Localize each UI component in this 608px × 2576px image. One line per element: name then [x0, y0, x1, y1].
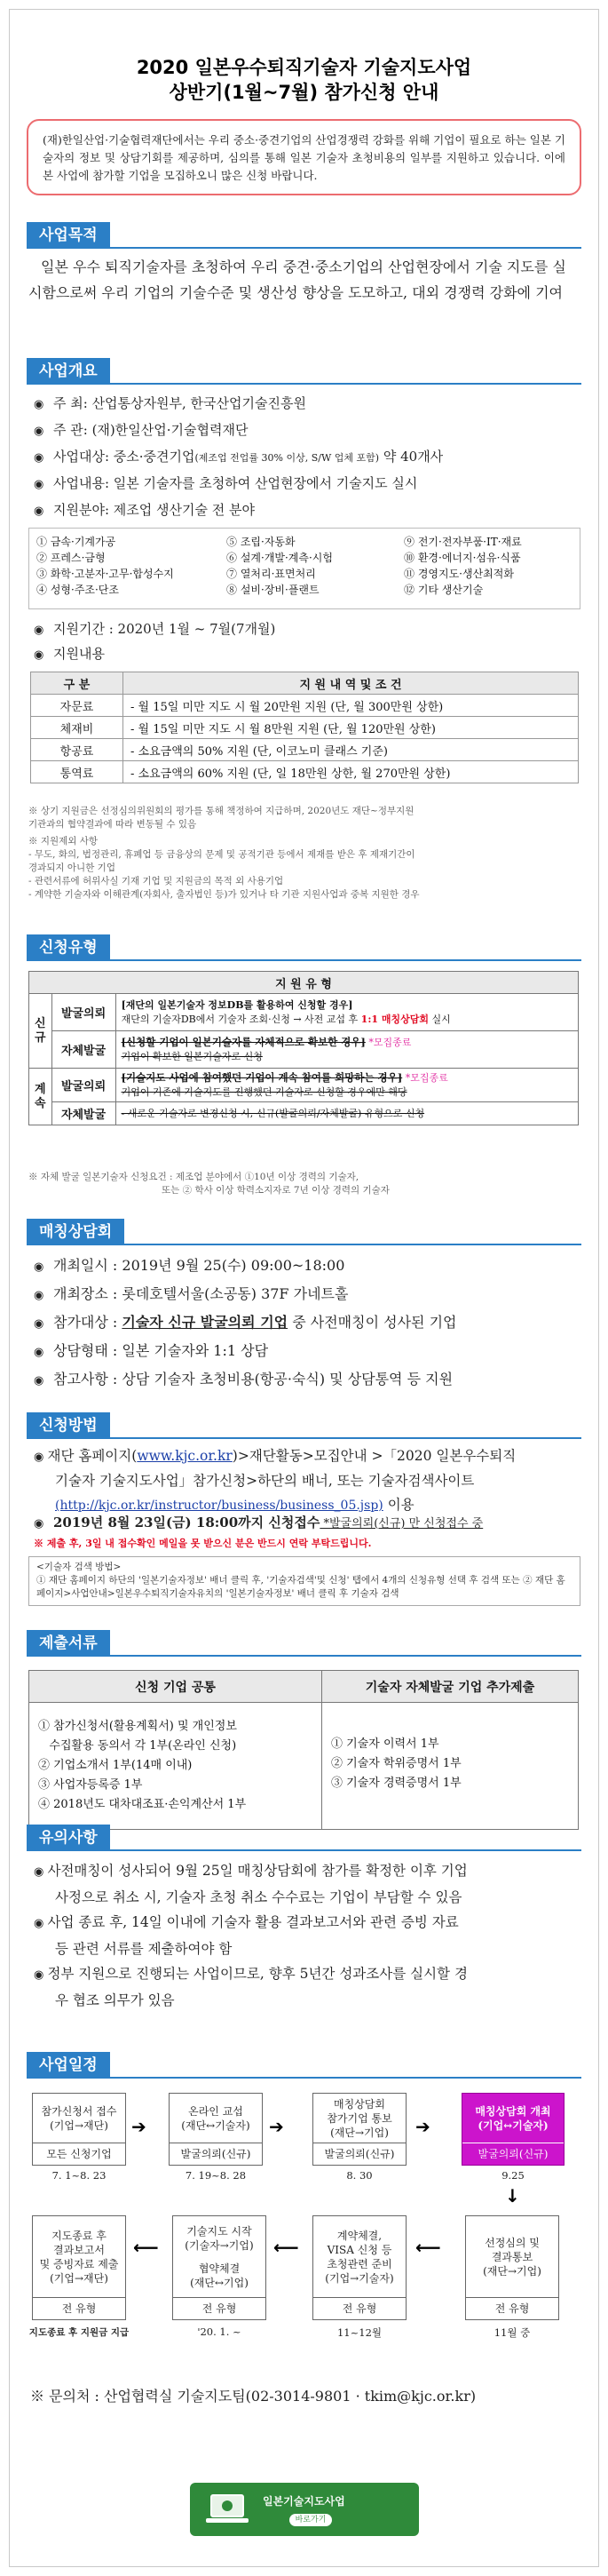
purpose-text: 일본 우수 퇴직기술자를 초청하여 우리 중견·중소기업의 산업현장에서 기술 지도를 실시함으로써 우리 기업의 기술수준 및 생산성 향상을 도모하고, 대외 경쟁력 강화에 기여: [28, 258, 566, 301]
caution-list: ◉ 사전매칭이 성사되어 9월 25일 매칭상담회에 참가를 확정한 이후 기업 사정으로 취소 시, 기술자 초청 취소 수수료는 기업이 부담할 수 있음 ◉ 사업 종료 후, 14일 이내에 기술자 활용 결과보고서와 관련 증빙 자료 등 관련 서류를 제출하여야 함 ◉ 정부 지원으로 진행되는 사업이므로, 향후 5년간 성과조사를 실시할 경 우 협조 의무가 있음: [34, 1863, 468, 2008]
schedule-step-highlight: 매칭상담회 개최 (기업↔기술자) 발굴의뢰(신규): [462, 2093, 565, 2166]
arrow-right-icon: ➔: [269, 2116, 284, 2137]
fields-column: ① 금속·기계가공 ② 프레스·금형 ③ 화학·고분자·고무·합성수지 ④ 성형·주조·단조: [36, 536, 174, 596]
meeting-item: ◉ 참고사항 : 상담 기술자 초청비용(항공·숙식) 및 상담통역 등 지원: [34, 1368, 580, 1393]
table-row: 항공료 - 소요금액의 50% 지원 (단, 이코노미 클래스 기준): [31, 739, 579, 761]
arrow-right-icon: ➔: [415, 2116, 430, 2137]
overview-item: ◉ 사업대상: 중소·중견기업(제조업 전업률 30% 이상, S/W 업체 포함) 약 40개사: [34, 446, 580, 469]
support-notes: ※ 상기 지원금은 선정심의위원회의 평가를 통해 책정하여 지급하며, 2020년도 재단~정부지원 기관과의 협약결과에 따라 변동될 수 있음 ※ 지원제외 사항 - 무도, 화의, 법정관리, 휴폐업 등 금융상의 문제 및 공적기관 등에서 제재를 받은 후 제재기간이 경과되지 아니한 기업 - 관련서류에 허위사실 기재 기업 및 지원금의 목적 외 사용기업 - 계약한 기술자와 이해관계(자회사, 출자법인 등)가 있거나 타 기관 지원사업과 중복 지원한 경우: [28, 806, 420, 900]
section-overview: [27, 358, 581, 385]
schedule-step: 지도종료 후 결과보고서 및 증빙자료 제출 (기업→재단) 전 유형: [32, 2215, 126, 2320]
type-group-new: 신 규: [29, 994, 52, 1069]
table-header: 신청 기업 공통: [29, 1671, 322, 1703]
table-header: 구 분: [31, 672, 123, 695]
table-row: 자문료 - 월 15일 미만 지도 시 월 20만원 지원 (단, 월 300만원 상한): [31, 695, 579, 717]
banner-title: 일본기술지도사업: [263, 2495, 345, 2508]
table-row: 자체발굴 [신청할 기업이 일본기술자를 자체적으로 확보한 경우] *모집종료 기업이 확보한 일본기술자로 신청: [29, 1031, 579, 1069]
schedule-step: 참가신청서 접수 (기업→재단) 모든 신청기업: [32, 2093, 126, 2166]
contact-info: ※ 문의처 : 산업협력실 기술지도팀(02-3014-9801 · tkim@kjc.or.kr): [30, 2388, 477, 2405]
meeting-item: ◉ 상담형태 : 일본 기술자와 1:1 상담: [34, 1340, 580, 1364]
target-bullet-icon: ◉: [34, 1451, 48, 1464]
table-row: 신 규 발굴의뢰 [재단의 일본기술자 정보DB를 활용하여 신청할 경우] 재단의 기술자DB에서 기술자 조회·신청 → 사전 교섭 후 1:1 매칭상담회 실시: [29, 994, 579, 1031]
schedule-step: 기술지도 시작 (기술자→기업) 협약체결 (재단↔기업) 전 유형: [172, 2215, 266, 2320]
target-bullet-icon: ◉: [34, 1374, 44, 1387]
method-deadline: ◉ 2019년 8월 23일(금) 18:00까지 신청접수 *발굴의뢰(신규) 만 신청접수 중: [34, 1512, 580, 1535]
target-bullet-icon: ◉: [34, 425, 44, 438]
overview-item: ◉ 주 최: 산업통상자원부, 한국산업기술진흥원: [34, 393, 580, 416]
schedule-step: 선정심의 및 결과통보 (재단→기업) 전 유형: [465, 2215, 559, 2320]
section-title: 유의사항: [27, 1825, 110, 1851]
target-bullet-icon: ◉: [34, 451, 44, 465]
meeting-item: ◉ 개최장소 : 롯데호텔서울(소공동) 37F 가네트홀: [34, 1283, 580, 1308]
table-row: 체재비 - 월 15일 미만 지도 시 월 8만원 지원 (단, 월 120만원 상한): [31, 717, 579, 739]
target-bullet-icon: ◉: [34, 1346, 44, 1359]
guide-box: <기술자 검색 방법> ① 재단 홈페이지 하단의 '일본기술자정보' 배너 클릭 후, '기술자검색'및 신청' 탭에서 4개의 신청유형 선택 후 검색 또는 ② 재단 홈페이지>사업안내>일본우수퇴직기술자유치의 '일본기술자정보' 배너 클릭 후 기술자 검색: [28, 1556, 580, 1606]
arrow-left-icon: ⟵: [415, 2237, 441, 2258]
overview-item: ◉ 사업내용: 일본 기술자를 초청하여 산업현장에서 기술지도 실시: [34, 473, 580, 496]
target-bullet-icon: ◉: [34, 398, 44, 411]
overview-item: ◉ 지원분야: 제조업 생산기술 전 분야: [34, 499, 580, 522]
table-header: 기술자 자체발굴 기업 추가제출: [322, 1671, 579, 1703]
target-bullet-icon: ◉: [34, 1289, 44, 1302]
section-caution: [27, 1825, 581, 1851]
documents-table: [28, 1670, 579, 1830]
target-bullet-icon: ◉: [34, 624, 44, 637]
business-banner[interactable]: [190, 2483, 419, 2536]
arrow-left-icon: ⟵: [133, 2237, 159, 2258]
target-bullet-icon: ◉: [34, 478, 44, 491]
section-documents: [27, 1630, 581, 1657]
schedule-step: 매칭상담회 참가기업 통보 (재단→기업) 발굴의뢰(신규): [312, 2093, 407, 2166]
method-warning: ※ 제출 후, 3일 내 접수확인 메일을 못 받으신 분은 반드시 연락 부탁드립니다.: [34, 1538, 372, 1549]
table-row: 자체발굴 - 새로운 기술자로 변경신청 시, 신규(발굴의뢰/자체발굴) 유형으로 신청: [29, 1102, 579, 1125]
schedule-step: 계약체결, VISA 신청 등 초청관련 준비 (기업→기술자) 전 유형: [312, 2215, 407, 2320]
target-bullet-icon: ◉: [34, 1517, 44, 1530]
table-header: 지 원 유 형: [29, 972, 579, 994]
table-row: ① 참가신청서(활용계획서) 및 개인정보 수집활용 동의서 각 1부(온라인 신청) ② 기업소개서 1부(14매 이내) ③ 사업자등록증 1부 ④ 2018년도 대차대조표·손익계산서 1부 ① 기술자 이력서 1부 ② 기술자 학위증명서 1부 ③ 기술자 경력증명서 1부: [29, 1703, 579, 1830]
overview-item: ◉ 주 관: (재)한일산업·기술협력재단: [34, 419, 580, 442]
support-period: ◉ 지원기간 : 2020년 1월 ~ 7월(7개월): [34, 618, 580, 641]
section-types: [27, 934, 581, 961]
title-line-2: 상반기(1월~7월) 참가신청 안내: [169, 82, 439, 103]
search-site-link[interactable]: (http://kjc.or.kr/instructor/business/business_05.jsp): [55, 1499, 383, 1513]
section-title: 사업일정: [27, 2052, 110, 2079]
method-text: ◉ 재단 홈페이지(www.kjc.or.kr)>재단활동>모집안내 >「2020 일본우수퇴직 기술자 기술지도사업」참가신청>하단의 배너, 또는 기술자검색사이트 (http://kjc.or.kr/instructor/business/business_05.jsp) 이용: [34, 1448, 517, 1513]
section-title: 신청방법: [27, 1412, 110, 1439]
meeting-item: ◉ 참가대상 : 기술자 신규 발굴의뢰 기업 중 사전매칭이 성사된 기업: [34, 1311, 580, 1336]
schedule-step: 온라인 교섭 (재단↔기술자) 발굴의뢰(신규): [169, 2093, 263, 2166]
target-bullet-icon: ◉: [34, 505, 44, 518]
table-row: 계 속 발굴의뢰 [기술지도 사업에 참여했던 기업이 계속 참여를 희망하는 경우] *모집종료 기업이 기존에 기술지도를 진행했던 기술자로 신청할 경우에만 해당: [29, 1069, 579, 1102]
page-title: [27, 55, 581, 108]
page: 2020 일본우수퇴직기술자 기술지도사업 상반기(1월~7월) 참가신청 안내 (재)한일산업·기술협력재단에서는 우리 중소·중견기업의 산업경쟁력 강화를 위해 기업이 필요로 하는 일본 기술자의 정보 및 상담기회를 제공하며, 심의를 통해 일본 기술자 초청비용의 일부를 지원하고 있습니다. 이에 본 사업에 참가할 기업을 모집하오니 많은 신청 바랍니다. 사업목적 일본 우수 퇴직기술자를 초청하여 우리 중견·중소기업의 산업현장에서 기술 지도를 실시함으로써 우리 기업의 기술수준 및 생산성 향상을 도모하고, 대외 경쟁력 강화에 기여 사업개요 ◉ 주 최: 산업통상자원부, 한국산업기술진흥원 ◉ 주 관: (재)한일산업·기술협력재단 ◉ 사업대상: 중소·중견기업(제조업 전업률 30% 이상, S/W 업체 포함) 약 40개사 ◉ 사업내용: 일본 기술자를 초청하여 산업현장에서 기술지도 실시 ◉ 지원분야: 제조업 생산기술 전 분야 ① 금속·기계가공 ② 프레스·금형 ③ 화학·고분자·고무·합성수지 ④ 성형·주조·단조 ⑤ 조립·자동화 ⑥ 설계·개발·계측·시험 ⑦ 열처리·표면처리 ⑧ 설비·장비·플랜트 ⑨ 전기·전자부품·IT·재료 ⑩ 환경·에너지·섬유·식품 ⑪ 경영지도·생산최적화 ⑫ 기타 생산기술 ◉ 지원기간 : 2020년 1월 ~ 7월(7개월) ◉ 지원내용 구 분 지 원 내 역 및 조 건 자문료 - 월 15일 미만 지도 시 월 20만원 지원 (단, 월 300만원 상한) 체재비 - 월 15일 미만 지도 시 월 8만원 지원 (단, 월 120만원 상한) 항공료 - 소요금액의 50% 지원 (단, 이코노미 클래스 기준) 통역료 - 소요금액의 60% 지원 (단, 일 18만원 상한, 월 270만원 상한) ※ 상기 지원금은 선정심의위원회의 평가를 통해 책정하여 지급하며, 2020년도 재단~정부지원 기관과의 협약결과에 따라 변동될 수 있음 ※ 지원제외 사항 - 무도, 화의, 법정관리, 휴폐업 등 금융상의 문제 및 공적기관 등에서 제재를 받은 후 제재기간이 경과되지 아니한 기업 - 관련서류에 허위사실 기재 기업 및 지원금의 목적 외 사용기업 - 계약한 기술자와 이해관계(자회사, 출자법인 등)가 있거나 타 기관 지원사업과 중복 지원한 경우 신청유형 지 원 유 형 신 규 발굴의뢰 [재단의 일본기술자 정보DB를 활용하여 신청할 경우] 재단의 기술자DB에서 기술자 조회·신청 → 사전 교섭 후 1:1 매칭상담회 실시 자체발굴 [신청할 기업이 일본기술자를 자체적으로 확보한 경우] *모집종료 기업이 확보한 일본기술자로 신청 계 속 발굴의뢰 [기술지도 사업에 참여했던 기업이 계속 참여를 희망하는 경우] *모집종료 기업이 기존에 기술지도를 진행했던 기술자로 신청할 경우에만 해당 자체발굴 - 새로운 기술자로 변경신청 시, 신규(발굴의뢰/자체발굴) 유형으로 신청 ※ 자체 발굴 일본기술자 신청요건 : 제조업 분야에서 ①10년 이상 경력의 기술자, 또는 ② 학사 이상 학력소지자로 7년 이상 경력의 기술자 매칭상담회 ◉ 개최일시 : 2019년 9월 25(수) 09:00~18:00 ◉ 개최장소 : 롯데호텔서울(소공동) 37F 가네트홀 ◉ 참가대상 : 기술자 신규 발굴의뢰 기업 중 사전매칭이 성사된 기업 ◉ 상담형태 : 일본 기술자와 1:1 상담 ◉ 참고사항 : 상담 기술자 초청비용(항공·숙식) 및 상담통역 등 지원 신청방법 ◉ 재단 홈페이지(www.kjc.or.kr)>재단활동>모집안내 >「2020 일본우수퇴직 기술자 기술지도사업」참가신청>하단의 배너, 또는 기술자검색사이트 (http://kjc.or.kr/instructor/business/business_05.jsp) 이용 ◉ 2019년 8월 23일(금) 18:00까지 신청접수 *발굴의뢰(신규) 만 신청접수 중 ※ 제출 후, 3일 내 접수확인 메일을 못 받으신 분은 반드시 연락 부탁드립니다. <기술자 검색 방법> ① 재단 홈페이지 하단의 '일본기술자정보' 배너 클릭 후, '기술자검색'및 신청' 탭에서 4개의 신청유형 선택 후 검색 또는 ② 재단 홈페이지>사업안내>일본우수퇴직기술자유치의 '일본기술자정보' 배너 클릭 후 기술자 검색 제출서류 신청 기업 공통 기술자 자체발굴 기업 추가제출 ① 참가신청서(활용계획서) 및 개인정보 수집활용 동의서 각 1부(온라인 신청) ② 기업소개서 1부(14매 이내) ③ 사업자등록증 1부 ④ 2018년도 대차대조표·손익계산서 1부 ① 기술자 이력서 1부 ② 기술자 학위증명서 1부 ③ 기술자 경력증명서 1부 유의사항 ◉ 사전매칭이 성사되어 9월 25일 매칭상담회에 참가를 확정한 이후 기업 사정으로 취소 시, 기술자 초청 취소 수수료는 기업이 부담할 수 있음 ◉ 사업 종료 후, 14일 이내에 기술자 활용 결과보고서와 관련 증빙 자료 등 관련 서류를 제출하여야 함 ◉ 정부 지원으로 진행되는 사업이므로, 향후 5년간 성과조사를 실시할 경 우 협조 의무가 있음 사업일정 참가신청서 접수 (기업→재단) 모든 신청기업 ➔ 온라인 교섭 (재단↔기술자) 발굴의뢰(신규) ➔ 매칭상담회 참가기업 통보 (재단→기업) 발굴의뢰(신규) ➔ 매칭상담회 개최 (기업↔기술자) 발굴의뢰(신규) 7. 1~8. 23 7. 19~8. 28 8. 30 9.25 ↓ 지도종료 후 결과보고서 및 증빙자료 제출 (기업→재단) 전 유형 ⟵ 기술지도 시작 (기술자→기업) 협약체결 (재단↔기업) 전 유형 ⟵ 계약체결, VISA 신청 등 초청관련 준비 (기업→기술자) 전 유형 ⟵ 선정심의 및 결과통보 (재단→기업) 전 유형 지도종료 후 지원금 지급 '20. 1. ~ 11~12월 11월 중 ※ 문의처 : 산업협력실 기술지도팀(02-3014-9801 · tkim@kjc.or.kr) 일본기술지도사업 바로가기: [0, 0, 608, 2576]
target-bullet-icon: ◉: [34, 1260, 44, 1274]
types-note: ※ 자체 발굴 일본기술자 신청요건 : 제조업 분야에서 ①10년 이상 경력의 기술자, 또는 ② 학사 이상 학력소지자로 7년 이상 경력의 기술자: [28, 1172, 390, 1196]
intro-box: (재)한일산업·기술협력재단에서는 우리 중소·중견기업의 산업경쟁력 강화를 위해 기업이 필요로 하는 일본 기술자의 정보 및 상담기회를 제공하며, 심의를 통해 일본 기술자 초청비용의 일부를 지원하고 있습니다. 이에 본 사업에 참가할 기업을 모집하오니 많은 신청 바랍니다.: [27, 119, 581, 195]
target-bullet-icon: ◉: [34, 1317, 44, 1331]
arrow-down-icon: ↓: [505, 2185, 520, 2206]
section-title: 신청유형: [27, 934, 110, 961]
title-line-1: 2020 일본우수퇴직기술자 기술지도사업: [136, 57, 472, 78]
section-title: 제출서류: [27, 1630, 110, 1657]
laptop-icon: [204, 2492, 250, 2527]
support-content-label: ◉ 지원내용: [34, 643, 580, 666]
target-bullet-icon: ◉: [34, 648, 44, 662]
target-bullet-icon: ◉: [34, 1865, 48, 1879]
section-purpose: [27, 222, 581, 249]
banner-shortcut-button[interactable]: 바로가기: [289, 2514, 332, 2526]
support-fields-box: [28, 528, 580, 609]
table-row: 통역료 - 소요금액의 60% 지원 (단, 일 18만원 상한, 월 270만원 상한): [31, 761, 579, 783]
section-title: 사업목적: [27, 222, 110, 249]
table-header: 지 원 내 역 및 조 건: [123, 672, 579, 695]
section-meeting: [27, 1219, 581, 1245]
fields-column: ⑤ 조립·자동화 ⑥ 설계·개발·계측·시험 ⑦ 열처리·표면처리 ⑧ 설비·장비·플랜트: [226, 536, 333, 596]
section-method: [27, 1412, 581, 1439]
type-group-continued: 계 속: [29, 1069, 52, 1125]
types-table: [28, 971, 579, 1125]
fields-column: ⑨ 전기·전자부품·IT·재료 ⑩ 환경·에너지·섬유·식품 ⑪ 경영지도·생산최적화 ⑫ 기타 생산기술: [404, 536, 522, 596]
arrow-right-icon: ➔: [131, 2116, 146, 2137]
homepage-link[interactable]: www.kjc.or.kr: [137, 1448, 233, 1464]
target-bullet-icon: ◉: [34, 1968, 48, 1982]
section-title: 사업개요: [27, 358, 110, 385]
section-schedule: [27, 2052, 581, 2079]
target-bullet-icon: ◉: [34, 1917, 48, 1930]
support-table: [30, 672, 579, 783]
arrow-left-icon: ⟵: [273, 2237, 299, 2258]
section-title: 매칭상담회: [27, 1219, 124, 1245]
meeting-item: ◉ 개최일시 : 2019년 9월 25(수) 09:00~18:00: [34, 1254, 580, 1279]
